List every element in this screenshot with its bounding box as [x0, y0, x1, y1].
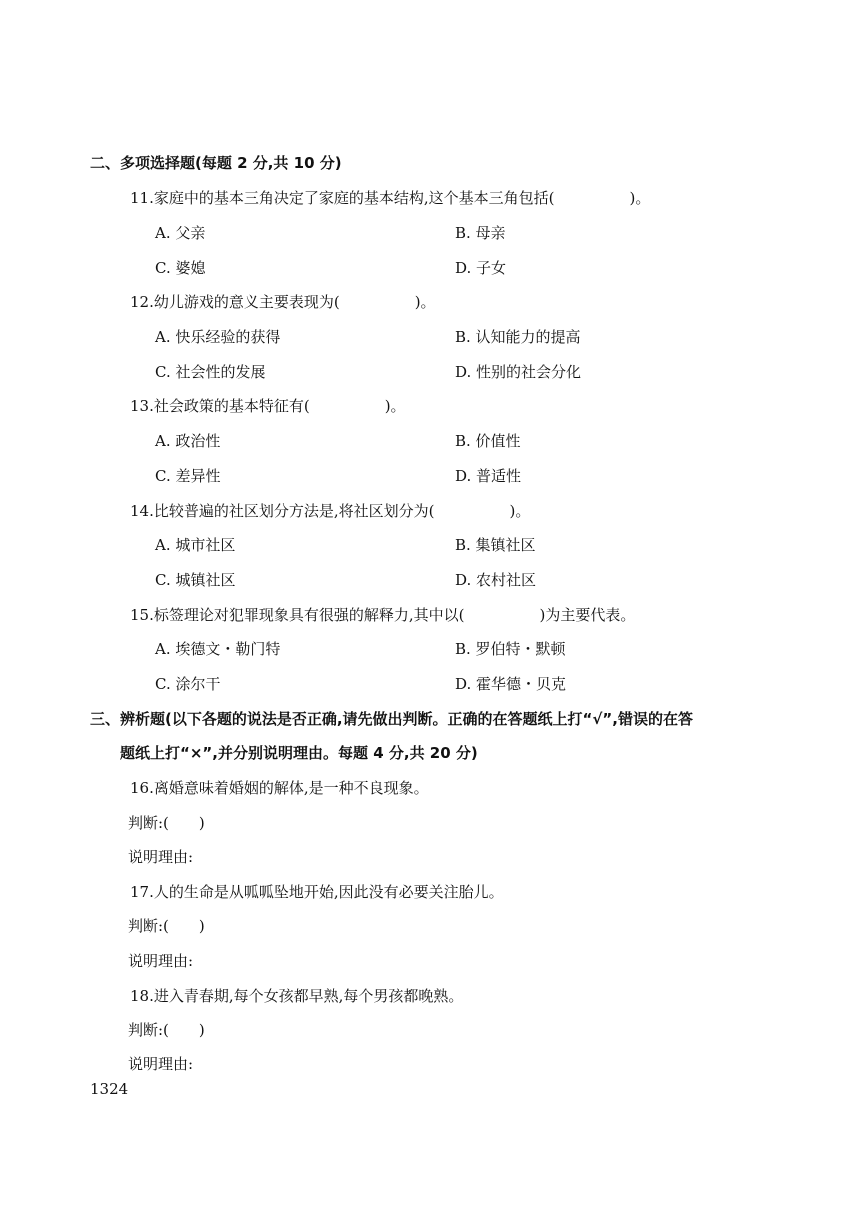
q14-option-c: C. 城镇社区	[155, 571, 236, 589]
q11-option-b: B. 母亲	[455, 224, 506, 242]
q18-reason-label: 说明理由:	[128, 1055, 194, 1073]
question-14-stem: 14.比较普遍的社区划分方法是,将社区划分为( )。	[130, 502, 531, 520]
question-13-stem: 13.社会政策的基本特征有( )。	[130, 397, 406, 415]
question-18-stem: 18.进入青春期,每个女孩都早熟,每个男孩都晚熟。	[130, 987, 464, 1005]
q14-option-a: A. 城市社区	[155, 536, 236, 554]
question-11-stem: 11.家庭中的基本三角决定了家庭的基本结构,这个基本三角包括( )。	[130, 189, 651, 207]
section-3-title-line-2: 题纸上打“×”,并分别说明理由。每题 4 分,共 20 分)	[120, 744, 478, 762]
q17-judge-label: 判断:( )	[128, 917, 205, 935]
question-16-stem: 16.离婚意味着婚姻的解体,是一种不良现象。	[130, 779, 429, 797]
q12-option-d: D. 性别的社会分化	[455, 363, 582, 381]
q16-judge-label: 判断:( )	[128, 814, 205, 832]
q15-option-a: A. 埃德文・勒门特	[155, 640, 281, 658]
q16-reason-label: 说明理由:	[128, 848, 194, 866]
section-2-title: 二、多项选择题(每题 2 分,共 10 分)	[90, 154, 342, 172]
q13-option-d: D. 普适性	[455, 467, 522, 485]
q11-option-a: A. 父亲	[155, 224, 206, 242]
question-17-stem: 17.人的生命是从呱呱坠地开始,因此没有必要关注胎儿。	[130, 883, 504, 901]
q17-reason-label: 说明理由:	[128, 952, 194, 970]
q13-option-b: B. 价值性	[455, 432, 521, 450]
q14-option-b: B. 集镇社区	[455, 536, 536, 554]
q15-option-d: D. 霍华德・贝克	[455, 675, 567, 693]
q12-option-c: C. 社会性的发展	[155, 363, 266, 381]
page-code: 1324	[90, 1080, 129, 1098]
q15-option-b: B. 罗伯特・默顿	[455, 640, 566, 658]
question-12-stem: 12.幼儿游戏的意义主要表现为( )。	[130, 293, 436, 311]
q12-option-b: B. 认知能力的提高	[455, 328, 581, 346]
q13-option-c: C. 差异性	[155, 467, 221, 485]
q11-option-c: C. 婆媳	[155, 259, 206, 277]
q12-option-a: A. 快乐经验的获得	[155, 328, 281, 346]
q18-judge-label: 判断:( )	[128, 1021, 205, 1039]
q11-option-d: D. 子女	[455, 259, 507, 277]
q13-option-a: A. 政治性	[155, 432, 221, 450]
q14-option-d: D. 农村社区	[455, 571, 537, 589]
q15-option-c: C. 涂尔干	[155, 675, 221, 693]
section-3-title-line-1: 三、辨析题(以下各题的说法是否正确,请先做出判断。正确的在答题纸上打“√”,错误的在答	[90, 710, 693, 728]
question-15-stem: 15.标签理论对犯罪现象具有很强的解释力,其中以( )为主要代表。	[130, 606, 636, 624]
